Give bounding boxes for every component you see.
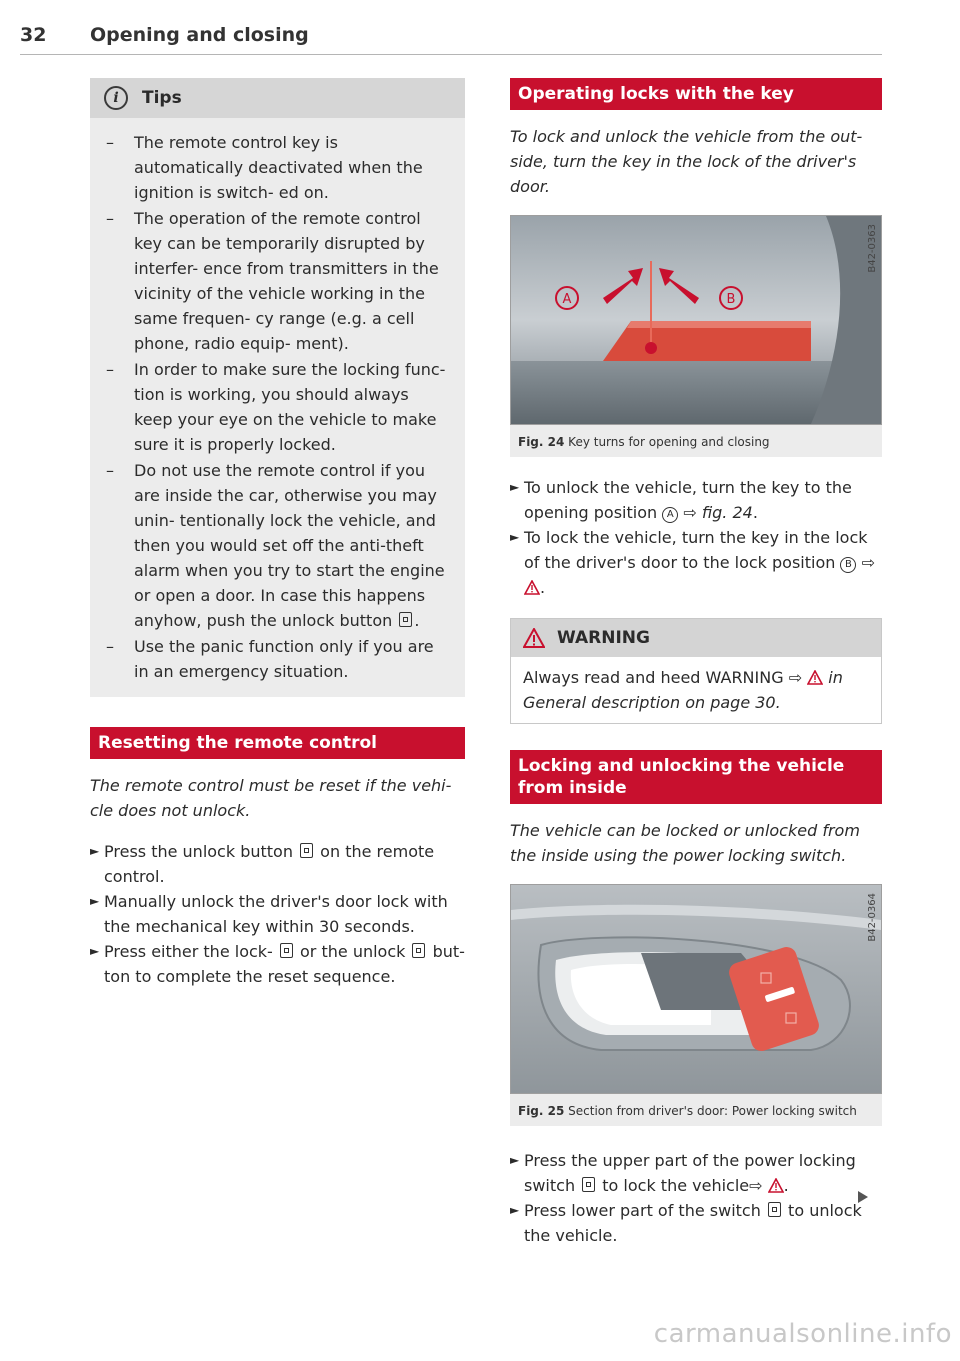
chapter-title: Opening and closing [90,24,309,46]
label-b: B [726,292,736,307]
step-item [90,939,465,989]
inside-intro: The vehicle can be locked or unlocked from the inside using the power locking switch. [510,821,860,865]
unlock-icon [768,1202,781,1217]
step-text: To lock the vehicle, turn the key in the lock of the driver's door to the lock position [524,528,868,572]
section-heading-key: Operating locks with the key [510,78,882,110]
tip-item: – The operation of the remote control key can be temporarily disrupted by interfer- ence from transmitters in the vicinity of the vehicle working in the same frequen- cy range (e.g. a cell phone, radio equip- ment). [120,206,449,356]
warning-text: Always read and heed WARNING [523,668,784,687]
tip-item: – Use the panic function only if you are in an emergency situation. [120,634,449,684]
door-lock-illustration [511,216,881,424]
unlock-button-icon [300,843,313,858]
figure-24-image [510,215,882,425]
warning-text: in [828,668,843,687]
position-b-marker: B [840,557,856,573]
step-text: Press the upper part of the power locking switch [524,1151,856,1195]
page-number: 32 [20,24,47,46]
step-text: Press the unlock button [104,842,293,861]
step-text: to lock the vehicle [602,1176,750,1195]
bullet-arrow-icon: ► [510,480,520,494]
step-text: Press either the lock- [104,942,273,961]
position-a-marker: A [662,507,678,523]
section-heading-inside: Locking and unlocking the vehicle from inside [510,750,882,804]
bullet-arrow-icon: ► [90,944,100,958]
tip-item: – The remote control key is automatically deactivated when the ignition is switch- ed on. [120,130,449,205]
lock-button-icon [280,943,293,958]
bullet-arrow-icon: ► [510,1153,520,1167]
power-lock-switch-illustration [511,885,881,1093]
step-text: on the remote control. [104,842,435,886]
continue-arrow-icon [858,1191,868,1203]
step-text: to unlock the vehicle. [524,1201,862,1245]
warning-page-reference[interactable]: General description on page 30. [523,693,781,712]
lock-icon [582,1177,595,1192]
warning-triangle-icon [524,580,540,595]
reset-steps [90,839,465,989]
step-text: or the unlock [300,942,406,961]
key-intro: To lock and unlock the vehicle from the out- side, turn the key in the lock of the driver's door. [510,127,863,196]
watermark: carmanualsonline.info [653,1319,952,1349]
figure-25-image [510,884,882,1094]
warning-triangle-icon [768,1178,784,1193]
caption-number: Fig. 25 [518,1104,565,1118]
reset-intro: The remote control must be reset if the vehi- cle does not unlock. [90,776,452,820]
bullet-arrow-icon: ► [90,844,100,858]
tips-title: Tips [142,88,182,108]
bullet-arrow-icon: ► [510,1203,520,1217]
bullet-arrow-icon: ► [510,530,520,544]
tips-header [90,78,465,118]
tips-list [106,130,449,684]
step-text: but- ton to complete the reset sequence. [104,942,465,986]
inside-steps [510,1148,882,1248]
unlock-button-icon [412,943,425,958]
tip-text: Do not use the remote control if you are inside the car, otherwise you may unin- tentionally lock the vehicle, and then you would set off the anti-theft alarm when you try to start the engine or open a door. In case this happens anyhow, push the unlock button [134,461,445,630]
bullet-arrow-icon: ► [90,894,100,908]
step-item: ► Press the upper part of the power locking switch to lock the vehicle⇨ . [510,1148,882,1198]
left-column [90,78,465,989]
unlock-button-icon [399,612,412,627]
warning-body: Always read and heed WARNING ⇨ in General description on page 30. [523,668,843,712]
tip-item: – Do not use the remote control if you are inside the car, otherwise you may unin- tentionally lock the vehicle, and then you would set off the anti-theft alarm when you try to start the engine or open a door. In case this happens anyhow, push the unlock button . [120,458,449,633]
tip-item: – In order to make sure the locking func- tion is working, you should always keep your eye on the vehicle to make sure it is properly locked. [120,357,449,457]
step-text: To unlock the vehicle, turn the key to the opening position [524,478,852,522]
figure-24-caption [510,425,882,457]
warning-triangle-icon [523,628,545,648]
tips-box [90,78,465,697]
page-header [20,24,882,55]
step-item [90,889,465,939]
warning-box [510,618,882,724]
caption-text: Section from driver's door: Power locking switch [568,1104,857,1118]
figure-code: B42-0364 [867,893,878,942]
step-item: ► To lock the vehicle, turn the key in the lock of the driver's door to the lock position B ⇨ . [510,525,882,600]
warning-triangle-icon [807,670,823,685]
step-item [90,839,465,889]
key-steps [510,475,882,600]
caption-number: Fig. 24 [518,435,565,449]
figure-reference[interactable]: fig. 24 [701,503,753,522]
right-column [510,78,882,1248]
step-text: Press lower part of the switch [524,1201,761,1220]
label-a: A [562,292,572,307]
step-item [510,1198,882,1248]
step-item: ► To unlock the vehicle, turn the key to the opening position A ⇨ fig. 24. [510,475,882,525]
figure-code: B42-0363 [867,224,878,273]
step-text: Manually unlock the driver's door lock with the mechanical key within 30 seconds. [104,892,448,936]
section-heading-reset: Resetting the remote control [90,727,465,759]
caption-text: Key turns for opening and closing [568,435,770,449]
warning-title: WARNING [557,628,650,648]
info-icon: i [104,86,128,110]
figure-25-caption [510,1094,882,1126]
figure-25 [510,884,882,1126]
figure-24 [510,215,882,457]
warning-header [511,619,881,657]
